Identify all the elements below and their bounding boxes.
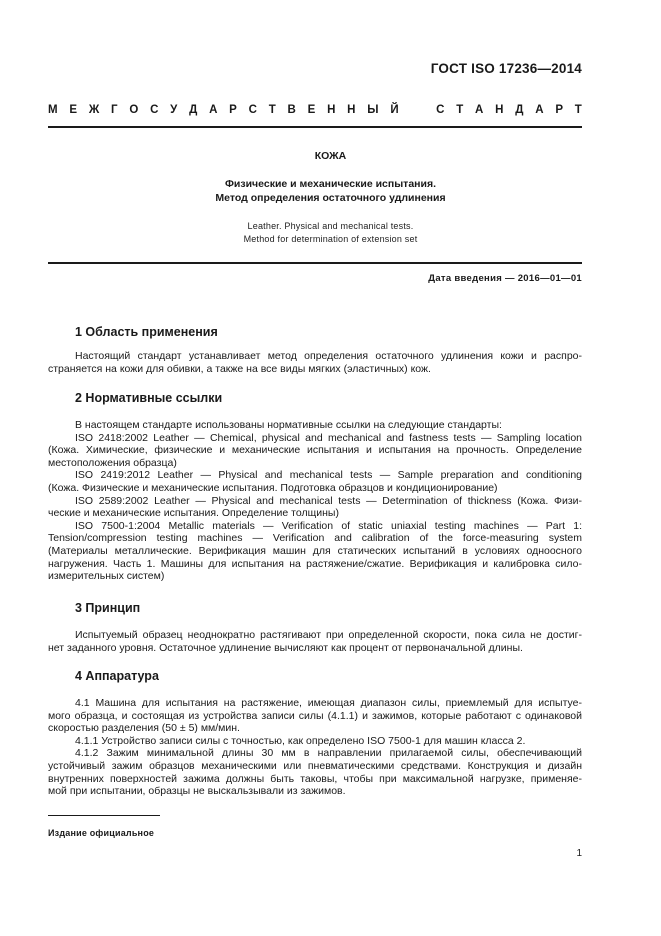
text-line: В настоящем стандарте использованы нормативные ссылки на следующие стандарты:	[75, 419, 502, 431]
document-subtitle-line1: Физические и механические испытания.	[224, 178, 437, 190]
text-line: устойчивый зажим образцов механическими или пневматическими средствами. Конструкция и дизайн	[48, 759, 582, 772]
banner-letter: А	[535, 104, 544, 116]
text-line: нет заданного уровня. Остаточное удлинение вычисляют как процент от первоначальной длины.	[48, 641, 523, 654]
banner-letter: С	[436, 104, 445, 116]
banner-letter: М	[48, 104, 58, 116]
text-line: ISO 2419:2012 Leather — Physical and mechanical tests — Sample preparation and conditioning	[75, 469, 582, 482]
banner-letter	[410, 104, 424, 116]
footer-rule	[48, 815, 160, 816]
banner-letter: Д	[515, 104, 524, 116]
banner-letter: Т	[456, 104, 464, 116]
text-line: ISO 2589:2002 Leather — Physical and mechanical tests — Determination of thickness (Кожа. Физи-	[75, 494, 582, 507]
banner-letter: Т	[268, 104, 276, 116]
banner-letter: В	[287, 104, 296, 116]
text-line: Настоящий стандарт устанавливает метод определения остаточного удлинения кожи и распро-	[75, 350, 582, 362]
text-line: 4.1.1 Устройство записи силы с точностью, как определено ISO 7500-1 для машин класса 2.	[75, 734, 526, 747]
document-subtitle-line2: Метод определения остаточного удлинения	[215, 192, 446, 204]
text-line: страняется на кожи для обивки, а также на все виды мягких (эластичных) кож.	[48, 362, 431, 375]
text-line: ISO 2418:2002 Leather — Chemical, physical and mechanical and fastness tests — Sampling location	[75, 431, 582, 444]
banner-letter: Ы	[367, 104, 379, 116]
banner-letter: С	[248, 104, 257, 116]
banner-letter: Н	[495, 104, 504, 116]
text-line: Испытуемый образец неоднократно растягивают при определенной скорости, пока сила не достиг-	[75, 629, 582, 641]
banner-letter: О	[129, 104, 139, 116]
section-1-heading: 1 Область применения	[75, 325, 218, 339]
page-number: 1	[576, 848, 582, 859]
text-line: (Кожа. Химические, физические и механические испытания и испытания на прочность. Определение	[48, 444, 582, 457]
banner-letter: Ж	[88, 104, 100, 116]
banner-letter: С	[150, 104, 159, 116]
section-4-body	[48, 697, 582, 798]
banner-letter: Н	[347, 104, 356, 116]
text-line: 4.1.2 Зажим минимальной длины 30 мм в направлении прилагаемой силы, обеспечивающий	[75, 747, 582, 760]
banner-letter: Р	[555, 104, 563, 116]
text-line: 4.1 Машина для испытания на растяжение, имеющая диапазон силы, приемлемый для испытуе-	[75, 697, 582, 709]
header-rule	[48, 126, 582, 128]
banner-letter: Й	[390, 104, 399, 116]
section-3-heading: 3 Принцип	[75, 601, 141, 615]
text-line: скоростью разделения (50 ± 5) мм/мин.	[48, 722, 240, 735]
banner-letter: Н	[327, 104, 336, 116]
banner-letter: А	[475, 104, 484, 116]
section-1-body	[48, 350, 582, 375]
section-2-heading: 2 Нормативные ссылки	[75, 391, 223, 405]
banner-letter: Р	[229, 104, 237, 116]
introduction-date: Дата введения — 2016—01—01	[428, 273, 582, 284]
text-line: местоположения образца)	[48, 456, 177, 469]
banner-letter: А	[209, 104, 218, 116]
text-line: измерительных систем)	[48, 570, 165, 583]
banner-letter: Т	[574, 104, 582, 116]
standard-code: ГОСТ ISO 17236—2014	[430, 61, 582, 76]
interstate-standard-banner	[48, 104, 582, 116]
banner-letter: Е	[69, 104, 78, 116]
section-2-body	[48, 419, 582, 583]
title-rule	[48, 262, 582, 264]
text-line: нагружения. Часть 1. Машины для испытания на растяжение/сжатие. Верификация и калибровка сило-	[48, 557, 582, 570]
document-title: КОЖА	[314, 150, 347, 162]
banner-letter: Е	[307, 104, 316, 116]
english-title-line1: Leather. Physical and mechanical tests.	[247, 221, 414, 231]
text-line: мой при испытании, образцы не выскальзывали из зажимов.	[48, 785, 346, 798]
english-title-line2: Method for determination of extension set	[243, 234, 418, 244]
text-line: (Кожа. Физические и механические испытания. Подготовка образцов и кондиционирование)	[48, 481, 498, 494]
banner-letter: Д	[189, 104, 198, 116]
text-line: ческие и механические испытания. Определение толщины)	[48, 507, 339, 520]
section-3-body	[48, 629, 582, 654]
text-line: внутренних поверхностей зажима должны быть таковы, чтобы при максимальной нагрузке, применяе-	[48, 772, 582, 785]
text-line: ISO 7500-1:2004 Metallic materials — Verification of static uniaxial testing machines — Part 1:	[75, 519, 582, 532]
text-line: мого образца, и состоящая из устройства записи силы (4.1.1) и зажимов, которые работают с одинаковой	[48, 709, 582, 722]
official-edition-note: Издание официальное	[48, 828, 155, 838]
banner-letter: У	[170, 104, 178, 116]
section-4-heading: 4 Аппаратура	[75, 669, 159, 683]
banner-letter: Г	[111, 104, 118, 116]
text-line: (Материалы металлические. Верификация машин для статических испытаний в условиях одноосного	[48, 544, 582, 557]
text-line: Tension/compression testing machines — Verification and calibration of the force-measuring system	[48, 532, 582, 545]
